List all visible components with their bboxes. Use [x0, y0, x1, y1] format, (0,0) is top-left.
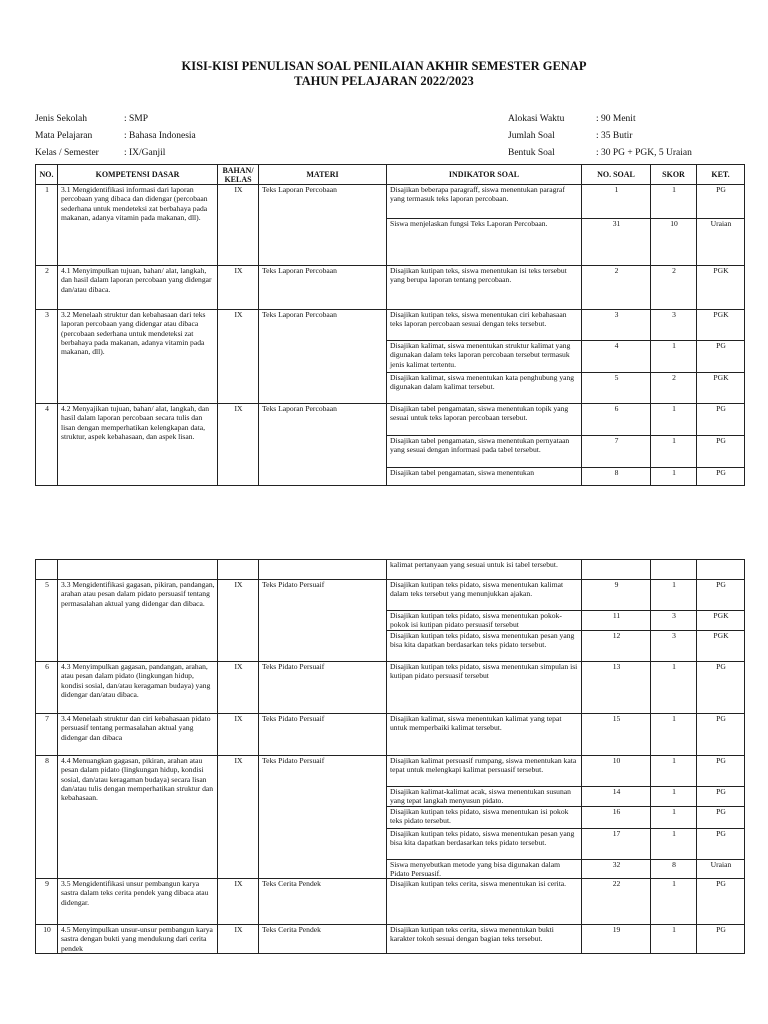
no-soal: 12 [582, 631, 651, 662]
keterangan: PG [697, 341, 745, 373]
no-soal: 8 [582, 468, 651, 486]
materi: Teks Pidato Persuaif [259, 662, 387, 714]
no-soal: 13 [582, 662, 651, 714]
no-soal: 19 [582, 925, 651, 954]
indikator-soal: Disajikan kalimat-kalimat acak, siswa menentukan susunan yang tepat langkah menyusun pidato. [387, 787, 582, 807]
no-soal: 1 [582, 185, 651, 219]
header-no: NO. [36, 165, 58, 185]
no-soal: 11 [582, 611, 651, 631]
keterangan: PG [697, 714, 745, 756]
no-soal: 4 [582, 341, 651, 373]
bahan-kelas: IX [218, 925, 259, 954]
indikator-soal: Disajikan kutipan teks, siswa menentukan ciri kebahasaan teks laporan percobaan sesuai dengan teks tersebut. [387, 310, 582, 341]
indikator-soal: Disajikan kutipan teks cerita, siswa menentukan bukti karakter tokoh sesuai dengan bagian teks tersebut. [387, 925, 582, 954]
indikator-soal: Disajikan kutipan teks pidato, siswa menentukan isi pokok teks pidato tersebut. [387, 806, 582, 828]
table-row [36, 662, 745, 714]
indikator-soal: Disajikan kalimat persuasif rumpang, siswa menentukan kata tepat untuk melengkapi kalimat persuasif tersebut. [387, 756, 582, 787]
keterangan: PG [697, 828, 745, 859]
kisi-table-page-1 [35, 164, 745, 486]
skor: 2 [651, 266, 697, 310]
skor: 3 [651, 631, 697, 662]
header-bahan-kelas [218, 165, 259, 185]
indikator-soal: Disajikan tabel pengamatan, siswa menentukan pernyataan yang sesuai dengan informasi pada tabel tersebut. [387, 436, 582, 468]
keterangan: Uraian [697, 219, 745, 266]
row-number: 10 [36, 925, 58, 954]
info-bentuk-soal-value: : 30 PG + PGK, 5 Uraian [596, 148, 692, 158]
no-soal: 22 [582, 879, 651, 925]
no-soal: 2 [582, 266, 651, 310]
skor: 8 [651, 859, 697, 879]
table-row [36, 925, 745, 954]
row-number: 4 [36, 404, 58, 486]
bahan-kelas: IX [218, 185, 259, 266]
cell-empty [218, 560, 259, 580]
keterangan: PG [697, 787, 745, 807]
skor: 3 [651, 611, 697, 631]
header-materi: MATERI [259, 165, 387, 185]
cell-empty [36, 560, 58, 580]
skor: 1 [651, 404, 697, 436]
table-body-page-2 [36, 560, 745, 954]
table-row [36, 714, 745, 756]
header-no-soal: NO. SOAL [582, 165, 651, 185]
info-mata-pelajaran-label: Mata Pelajaran [35, 131, 93, 141]
skor: 1 [651, 436, 697, 468]
cell-empty [259, 560, 387, 580]
no-soal: 17 [582, 828, 651, 859]
kompetensi-dasar: 3.1 Mengidentifikasi informasi dari laporan percobaan yang dibaca dan didengar (percobaan sederhana untuk mendeteksi zat berbahaya pada makanan, adanya vitamin pada makanan, dll). [58, 185, 218, 266]
bahan-kelas: IX [218, 310, 259, 404]
bahan-kelas: IX [218, 662, 259, 714]
header-ket: KET. [697, 165, 745, 185]
keterangan: PG [697, 662, 745, 714]
skor: 1 [651, 185, 697, 219]
info-jenis-sekolah-value: : SMP [124, 114, 149, 124]
no-soal: 5 [582, 373, 651, 404]
skor: 1 [651, 468, 697, 486]
materi: Teks Pidato Persuaif [259, 580, 387, 662]
no-soal: 32 [582, 859, 651, 879]
table-row [36, 580, 745, 611]
table-row [36, 756, 745, 787]
row-number: 2 [36, 266, 58, 310]
indikator-soal: Disajikan kutipan teks pidato, siswa menentukan pokok-pokok isi kutipan pidato persuasif tersebut [387, 611, 582, 631]
header-kompetensi-dasar: KOMPETENSI DASAR [58, 165, 218, 185]
materi: Teks Cerita Pendek [259, 925, 387, 954]
row-number: 9 [36, 879, 58, 925]
no-soal: 15 [582, 714, 651, 756]
header-kelas-line: KELAS [224, 174, 252, 184]
skor: 1 [651, 879, 697, 925]
row-number: 5 [36, 580, 58, 662]
indikator-soal: Disajikan kutipan teks cerita, siswa menentukan isi cerita. [387, 879, 582, 925]
bahan-kelas: IX [218, 756, 259, 879]
skor: 2 [651, 373, 697, 404]
kompetensi-dasar: 4.3 Menyimpulkan gagasan, pandangan, arahan, atau pesan dalam pidato (lingkungan hidup, kondisi sosial, dan/atau keragaman budaya) yang didengar dan/atau dibaca. [58, 662, 218, 714]
row-number: 8 [36, 756, 58, 879]
skor: 3 [651, 310, 697, 341]
indikator-soal: Disajikan tabel pengamatan, siswa menentukan [387, 468, 582, 486]
indikator-soal: Disajikan kutipan teks pidato, siswa menentukan pesan yang bisa kita dapatkan berdasarkan teks pidato tersebut. [387, 828, 582, 859]
cell-empty [582, 560, 651, 580]
materi: Teks Laporan Percobaan [259, 310, 387, 404]
materi: Teks Pidato Persuaif [259, 756, 387, 879]
skor: 1 [651, 714, 697, 756]
skor: 1 [651, 806, 697, 828]
cell-empty [697, 560, 745, 580]
skor: 1 [651, 925, 697, 954]
kompetensi-dasar: 3.3 Mengidentifikasi gagasan, pikiran, pandangan, arahan atau pesan dalam pidato persuasif tentang permasalahan aktual yang didengar dan dibaca. [58, 580, 218, 662]
cell-empty [58, 560, 218, 580]
info-kelas-semester-label: Kelas / Semester [35, 148, 99, 158]
info-alokasi-waktu-value: : 90 Menit [596, 114, 636, 124]
indikator-soal: Disajikan kutipan teks pidato, siswa menentukan kalimat dalam teks tersebut yang menunjukkan ajakan. [387, 580, 582, 611]
indikator-soal: Siswa menjelaskan fungsi Teks Laporan Percobaan. [387, 219, 582, 266]
no-soal: 31 [582, 219, 651, 266]
keterangan: Uraian [697, 859, 745, 879]
kompetensi-dasar: 3.2 Menelaah struktur dan kebahasaan dari teks laporan percobaan yang didengar atau dibaca (percobaan sederhana untuk mendeteksi zat berbahaya pada makanan, adanya vitamin pada makanan, dll). [58, 310, 218, 404]
table-body-page-1 [36, 185, 745, 486]
keterangan: PGK [697, 266, 745, 310]
kompetensi-dasar: 4.4 Menuangkan gagasan, pikiran, arahan atau pesan dalam pidato (lingkungan hidup, kondisi sosial, dan/atau keragaman budaya) secara lisan dan/atau tulis dengan memperhatikan struktur dan kebahasaan. [58, 756, 218, 879]
materi: Teks Laporan Percobaan [259, 185, 387, 266]
info-kelas-semester-value: : IX/Ganjil [124, 148, 166, 158]
row-number: 3 [36, 310, 58, 404]
document-title-line-2: TAHUN PELAJARAN 2022/2023 [294, 74, 474, 88]
kompetensi-dasar: 3.4 Menelaah struktur dan ciri kebahasaan pidato persuasif tentang permasalahan aktual yang didengar dan dibaca [58, 714, 218, 756]
skor: 1 [651, 787, 697, 807]
keterangan: PG [697, 879, 745, 925]
no-soal: 6 [582, 404, 651, 436]
materi: Teks Laporan Percobaan [259, 266, 387, 310]
header-skor: SKOR [651, 165, 697, 185]
kisi-table-page-2 [35, 559, 745, 954]
no-soal: 3 [582, 310, 651, 341]
keterangan: PG [697, 580, 745, 611]
bahan-kelas: IX [218, 580, 259, 662]
no-soal: 7 [582, 436, 651, 468]
bahan-kelas: IX [218, 266, 259, 310]
keterangan: PG [697, 806, 745, 828]
keterangan: PGK [697, 373, 745, 404]
bahan-kelas: IX [218, 404, 259, 486]
indikator-soal: Disajikan kutipan teks pidato, siswa menentukan simpulan isi kutipan pidato persuasif tersebut [387, 662, 582, 714]
kompetensi-dasar: 4.1 Menyimpulkan tujuan, bahan/ alat, langkah, dan hasil dalam laporan percobaan yang didengar dan/atau dibaca. [58, 266, 218, 310]
table-row [36, 310, 745, 341]
indikator-soal: Disajikan kalimat, siswa menentukan kata penghubung yang digunakan dalam kalimat tersebut. [387, 373, 582, 404]
skor: 1 [651, 580, 697, 611]
indikator-continuation: kalimat pertanyaan yang sesuai untuk isi tabel tersebut. [387, 560, 582, 580]
row-number: 7 [36, 714, 58, 756]
info-bentuk-soal-label: Bentuk Soal [508, 148, 555, 158]
kompetensi-dasar: 4.5 Menyimpulkan unsur-unsur pembangun karya sastra dengan bukti yang mendukung dari cerita pendek [58, 925, 218, 954]
table-row [36, 879, 745, 925]
kompetensi-dasar: 4.2 Menyajikan tujuan, bahan/ alat, langkah, dan hasil dalam laporan percobaan secara tulis dan lisan dengan memperhatikan kelengkapan data, struktur, aspek kebahasaan, dan aspek lisan. [58, 404, 218, 486]
materi: Teks Pidato Persuaif [259, 714, 387, 756]
header-bahan-line: BAHAN/ [222, 165, 254, 175]
indikator-soal: Disajikan kalimat, siswa menentukan struktur kalimat yang digunakan dalam teks laporan percobaan tersebut termasuk jenis kalimat tertentu. [387, 341, 582, 373]
skor: 1 [651, 662, 697, 714]
no-soal: 16 [582, 806, 651, 828]
cell-empty [651, 560, 697, 580]
keterangan: PG [697, 185, 745, 219]
materi: Teks Laporan Percobaan [259, 404, 387, 486]
skor: 10 [651, 219, 697, 266]
skor: 1 [651, 756, 697, 787]
info-mata-pelajaran-value: : Bahasa Indonesia [124, 131, 196, 141]
keterangan: PG [697, 756, 745, 787]
keterangan: PG [697, 404, 745, 436]
keterangan: PGK [697, 611, 745, 631]
indikator-soal: Disajikan kalimat, siswa menentukan kalimat yang tepat untuk memperbaiki kalimat tersebut. [387, 714, 582, 756]
indikator-soal: Siswa menyebutkan metode yang bisa digunakan dalam Pidato Persuasif. [387, 859, 582, 879]
info-alokasi-waktu-label: Alokasi Waktu [508, 114, 565, 124]
table-row [36, 404, 745, 436]
no-soal: 14 [582, 787, 651, 807]
indikator-soal: Disajikan kutipan teks, siswa menentukan isi teks tersebut yang berupa laporan tentang percobaan. [387, 266, 582, 310]
info-jumlah-soal-label: Jumlah Soal [508, 131, 555, 141]
keterangan: PG [697, 468, 745, 486]
info-jumlah-soal-value: : 35 Butir [596, 131, 633, 141]
bahan-kelas: IX [218, 879, 259, 925]
keterangan: PGK [697, 631, 745, 662]
table-row [36, 185, 745, 219]
indikator-soal: Disajikan kutipan teks pidato, siswa menentukan pesan yang bisa kita dapatkan berdasarkan teks pidato tersebut. [387, 631, 582, 662]
no-soal: 9 [582, 580, 651, 611]
document-title-line-1: KISI-KISI PENULISAN SOAL PENILAIAN AKHIR SEMESTER GENAP [181, 59, 587, 73]
no-soal: 10 [582, 756, 651, 787]
keterangan: PGK [697, 310, 745, 341]
indikator-soal: Disajikan beberapa paragraff, siswa menentukan paragraf yang termasuk teks laporan percobaan. [387, 185, 582, 219]
bahan-kelas: IX [218, 714, 259, 756]
keterangan: PG [697, 436, 745, 468]
materi: Teks Cerita Pendek [259, 879, 387, 925]
kompetensi-dasar: 3.5 Mengidentifikasi unsur pembangun karya sastra dalam teks cerita pendek yang dibaca atau didengar. [58, 879, 218, 925]
table-row [36, 560, 745, 580]
header-indikator-soal: INDIKATOR SOAL [387, 165, 582, 185]
skor: 1 [651, 341, 697, 373]
row-number: 1 [36, 185, 58, 266]
info-jenis-sekolah-label: Jenis Sekolah [35, 114, 87, 124]
row-number: 6 [36, 662, 58, 714]
table-row [36, 266, 745, 310]
keterangan: PG [697, 925, 745, 954]
skor: 1 [651, 828, 697, 859]
indikator-soal: Disajikan tabel pengamatan, siswa menentukan topik yang sesuai untuk teks laporan percobaan tersebut. [387, 404, 582, 436]
